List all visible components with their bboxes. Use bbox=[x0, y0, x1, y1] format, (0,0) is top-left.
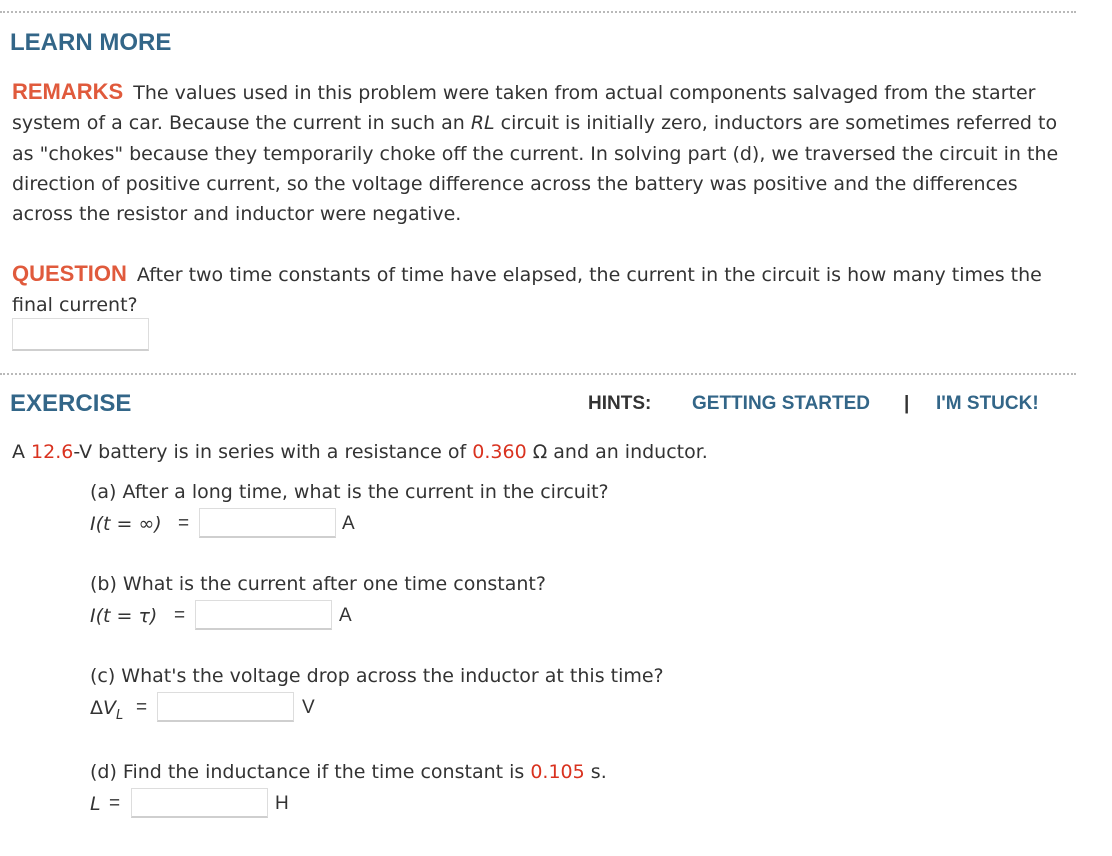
hint-getting-started-link[interactable]: GETTING STARTED bbox=[692, 393, 871, 414]
remarks-paragraph bbox=[12, 77, 1072, 229]
part-d-unit: H bbox=[275, 793, 289, 814]
part-c-voltage-input[interactable] bbox=[157, 692, 294, 722]
part-c-var: V bbox=[103, 697, 116, 719]
part-a-equals: = bbox=[178, 513, 190, 534]
part-b-current-input[interactable] bbox=[195, 600, 332, 630]
exercise-divider bbox=[0, 373, 1076, 375]
intro-text-2: -V battery is in series with a resistance of bbox=[73, 441, 473, 463]
remarks-text-2: circuit is initially zero, inductors are sometimes referred to as "chokes" because they temporarily choke off the current. In solving part (d), we traversed the circuit in the direction of positive current, so the voltage difference across the battery was positive and the differences across the resistor and inductor were negative. bbox=[12, 112, 1059, 226]
remarks-text-1: The values used in this problem were taken from actual components salvaged from the starter system of a car. Because the current in such an bbox=[12, 82, 1036, 135]
part-b-equals: = bbox=[174, 605, 186, 626]
hint-separator: | bbox=[904, 393, 910, 414]
part-d-question-1: (d) Find the inductance if the time constant is bbox=[90, 761, 531, 783]
part-d-question-2: s. bbox=[584, 761, 607, 783]
hints-label: HINTS: bbox=[588, 393, 652, 414]
remarks-label: REMARKS bbox=[12, 79, 124, 104]
part-c-lhs bbox=[90, 697, 123, 723]
part-b-unit: A bbox=[339, 605, 352, 626]
intro-text-3: Ω and an inductor. bbox=[526, 441, 708, 463]
intro-text-1: A bbox=[12, 441, 32, 463]
hint-im-stuck-link[interactable]: I'M STUCK! bbox=[936, 393, 1039, 414]
part-c-equals: = bbox=[136, 697, 148, 718]
part-a-question: (a) After a long time, what is the current in the circuit? bbox=[90, 481, 609, 503]
exercise-heading: EXERCISE bbox=[10, 390, 132, 417]
question-paragraph bbox=[12, 259, 1072, 321]
remarks-rl: RL bbox=[470, 112, 495, 135]
part-c-delta: Δ bbox=[90, 697, 103, 719]
exercise-intro bbox=[12, 441, 708, 463]
part-d-lhs: L bbox=[90, 793, 101, 815]
part-b-question: (b) What is the current after one time constant? bbox=[90, 573, 546, 595]
top-divider bbox=[0, 11, 1076, 13]
learn-more-heading: LEARN MORE bbox=[10, 29, 172, 56]
part-c-sub: L bbox=[116, 707, 124, 723]
part-a-current-input[interactable] bbox=[199, 508, 336, 538]
part-c-question: (c) What's the voltage drop across the inductor at this time? bbox=[90, 665, 664, 687]
part-d-inductance-input[interactable] bbox=[131, 788, 268, 818]
part-a-lhs: I(t = ∞) bbox=[90, 513, 162, 535]
question-label: QUESTION bbox=[12, 261, 127, 286]
resistance-value: 0.360 bbox=[472, 441, 527, 463]
time-constant-value: 0.105 bbox=[530, 761, 585, 783]
question-answer-input[interactable] bbox=[12, 318, 149, 351]
part-d-question bbox=[90, 761, 607, 783]
question-text: After two time constants of time have elapsed, the current in the circuit is how many times the final current? bbox=[12, 264, 1042, 317]
part-a-unit: A bbox=[342, 513, 355, 534]
part-b-lhs: I(t = τ) bbox=[90, 605, 158, 627]
part-d-equals: = bbox=[109, 793, 121, 814]
part-c-unit: V bbox=[302, 697, 315, 718]
battery-voltage-value: 12.6 bbox=[31, 441, 74, 463]
